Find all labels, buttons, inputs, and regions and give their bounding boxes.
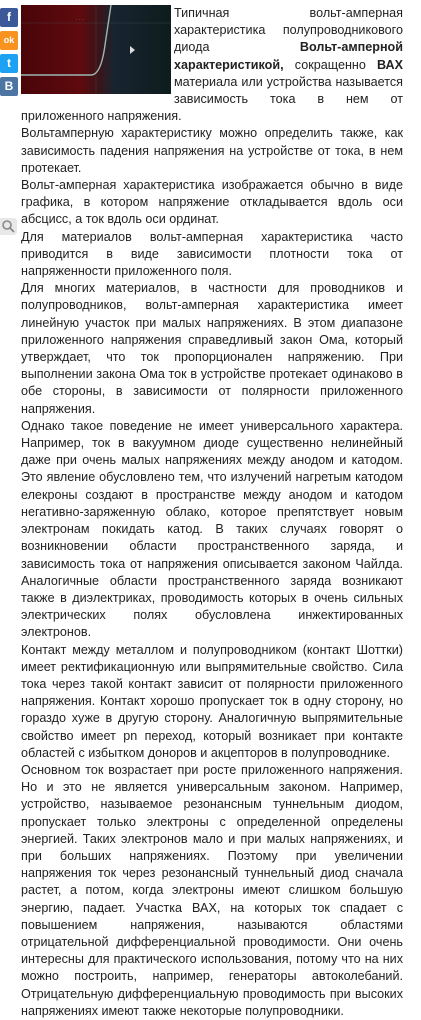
article [21,5,403,1020]
search-tab[interactable] [0,218,17,235]
paragraph-8: Основном ток возрастает при росте приложенного напряжения. Но и это не является универсальным законом. Например, устройство, называемое резонансным туннельным диодом, пропускает только электроны с определенной определены энергией. Таких электронов мало и при малых напряжениях, и при больших напряжениях. Поэтому при увеличении напряжения ток через резонансный туннельный диод сначала растет, а потом, когда электроны имеют слишком большую энергию, падает. Участка ВАХ, на которых ток спадает с повышением напряжения, называются областями отрицательной дифференциальной проводимости. Они очень интересны для практического использования, потому что на них можно построить, например, генераторы автоколебаний. Отрицательную дифференциальную проводимость при высоких напряжениях имеют также некоторые полупроводники. [21,762,403,1018]
paragraph-7: Контакт между металлом и полупроводником (контакт Шоттки) имеет ректификационную или выпрямительные свойство. Сила тока через такой контакт зависит от полярности приложенного напряжения. Контакт хорошо пропускает ток в одну сторону, но гораздо хуже в другую сторону. Аналогичную выпрямительные свойство имеет pn переход, который возникает при контакте областей с избытком доноров и акцепторов в полупроводнике. [21,642,403,760]
svg-text:· · ·: · · · [76,17,84,23]
term-vah-abbr: ВАХ [377,57,403,72]
play-icon[interactable] [130,46,135,54]
search-icon [0,218,17,235]
video-thumbnail[interactable] [21,5,171,94]
vk-share-button[interactable] [0,77,18,96]
iv-curve-thumbnail [21,5,171,94]
share-bar [0,8,18,100]
facebook-share-button[interactable] [0,8,18,27]
paragraph-2: Вольтамперную характеристику можно определить также, как зависимость падения напряжения на устройстве от тока, в нем протекает. [21,126,403,175]
odnoklassniki-share-button[interactable] [0,31,18,50]
vk-icon: B [4,79,14,93]
twitter-icon: t [7,56,11,70]
facebook-icon: f [7,10,11,24]
intro-text-3: материала или устройства называется зависимость тока в нем от приложенного напряжения. [21,74,403,124]
odnoklassniki-icon: ok [3,35,15,45]
term-vah-full: Вольт-амперной характеристикой, [174,40,403,72]
paragraph-4: Для материалов вольт-амперная характеристика часто приводится в виде зависимости плотности тока от напряженности приложенного поля. [21,229,403,279]
intro-text-2: сокращенно [283,57,378,72]
intro-text: Типичная вольт-амперная характеристика полупроводникового диода [174,6,403,55]
paragraph-3: Вольт-амперная характеристика изображается обычно в виде графика, в котором напряжение откладывается вдоль оси абсцисс, а ток вдоль оси ординат. [21,178,403,227]
twitter-share-button[interactable] [0,54,18,73]
paragraph-6: Однако такое поведение не имеет универсального характера. Например, ток в вакуумном диоде существенно нелинейный даже при очень малых напряжениях между анодом и катодом. Это явление обусловлено тем, что излучений нагретым катодом елекроны создают в пространстве между анодом и катодом негативно-заряженную облако, которое препятствует новым электронам покидать катод. В таких случаях говорят о возникновении области пространственного заряда, и зависимость тока от напряжения описывается законом Чайлда. Аналогичные области пространственного заряда возникают также в диэлектриках, проводимость которых в очень сильных электрических полях обусловлена инжектированных электронов. [21,418,403,640]
paragraph-5: Для многих материалов, в частности для проводников и полупроводников, вольт-амперная характеристика имеет линейную участок при малых напряжениях. В этом диапазоне приложенного напряжения справедливый закон Ома, который утверждает, что ток пропорционален напряжению. При выполнении закона Ома ток в устройстве протекает одинаково в обе стороны, в зависимости от полярности приложенного напряжения. [21,281,403,416]
